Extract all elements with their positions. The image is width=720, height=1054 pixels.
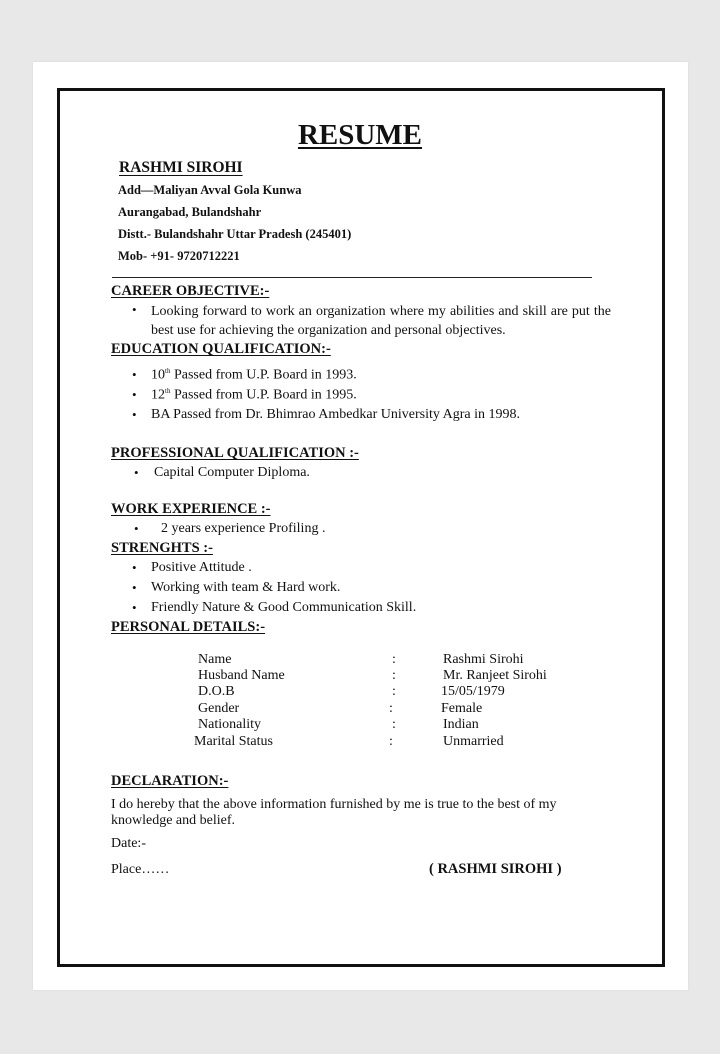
address-line-3: Distt.- Bulandshahr Uttar Pradesh (245401) [118, 227, 352, 241]
bullet-icon: • [132, 302, 137, 317]
professional-heading: PROFESSIONAL QUALIFICATION :- [111, 445, 359, 461]
detail-separator: : [392, 684, 396, 699]
education-item: 12th Passed from U.P. Board in 1995. [151, 387, 357, 403]
signature-name: ( RASHMI SIROHI ) [429, 861, 562, 877]
bullet-icon: • [132, 367, 137, 382]
bullet-icon: • [132, 580, 137, 595]
bullet-icon: • [132, 600, 137, 615]
detail-separator: : [392, 717, 396, 732]
detail-label: Gender [198, 701, 240, 716]
bullet-icon: • [134, 521, 139, 536]
education-item: BA Passed from Dr. Bhimrao Ambedkar University Agra in 1998. [151, 407, 521, 422]
mobile-number: Mob- +91- 9720712221 [118, 249, 240, 263]
detail-value: 15/05/1979 [441, 684, 505, 699]
detail-value: Mr. Ranjeet Sirohi [443, 668, 547, 683]
bullet-icon: • [132, 407, 137, 422]
detail-separator: : [392, 652, 396, 667]
professional-item: Capital Computer Diploma. [154, 465, 310, 480]
career-objective-text: Looking forward to work an organization where my abilities and skill are put the best use for achieving the organization and personal objectives. [151, 304, 611, 338]
education-heading: EDUCATION QUALIFICATION:- [111, 341, 331, 357]
address-line-2: Aurangabad, Bulandshahr [118, 205, 262, 219]
detail-value: Indian [443, 717, 479, 732]
detail-label: Husband Name [198, 668, 285, 683]
education-item: 10th Passed from U.P. Board in 1993. [151, 367, 357, 383]
detail-value: Female [441, 701, 483, 716]
header-divider [112, 277, 592, 278]
address-line-1: Add—Maliyan Avval Gola Kunwa [118, 183, 302, 197]
strength-item: Working with team & Hard work. [151, 580, 341, 595]
detail-label: Nationality [198, 717, 261, 732]
detail-value: Unmarried [443, 734, 504, 749]
work-experience-item: 2 years experience Profiling . [161, 521, 326, 536]
resume-title: RESUME [297, 119, 423, 151]
detail-separator: : [389, 701, 393, 716]
detail-label: D.O.B [198, 684, 235, 699]
bullet-icon: • [132, 560, 137, 575]
bullet-icon: • [134, 465, 139, 480]
bullet-icon: • [132, 387, 137, 402]
detail-separator: : [392, 668, 396, 683]
strength-item: Positive Attitude . [151, 560, 252, 575]
career-objective-heading: CAREER OBJECTIVE:- [111, 283, 270, 299]
detail-value: Rashmi Sirohi [443, 652, 524, 667]
detail-label: Marital Status [194, 734, 273, 749]
detail-label: Name [198, 652, 232, 667]
candidate-name: RASHMI SIROHI [119, 159, 243, 176]
work-experience-heading: WORK EXPERIENCE :- [111, 501, 271, 517]
declaration-heading: DECLARATION:- [111, 773, 229, 789]
declaration-text-line-2: knowledge and belief. [111, 813, 236, 828]
declaration-text-line-1: I do hereby that the above information furnished by me is true to the best of my [111, 797, 557, 812]
strength-item: Friendly Nature & Good Communication Skill. [151, 600, 417, 615]
place-label: Place…… [111, 862, 170, 877]
strengths-heading: STRENGHTS :- [111, 540, 213, 556]
date-label: Date:- [111, 836, 146, 851]
detail-separator: : [389, 734, 393, 749]
personal-details-heading: PERSONAL DETAILS:- [111, 619, 266, 635]
